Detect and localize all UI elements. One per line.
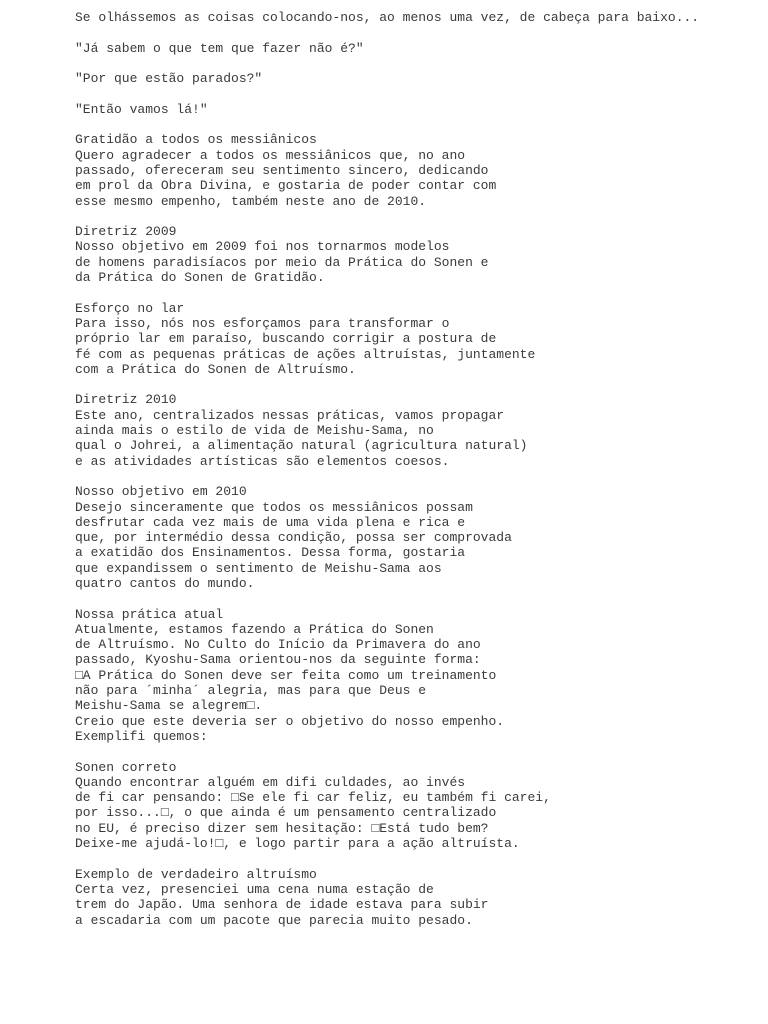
text-line: a exatidão dos Ensinamentos. Dessa forma, gostaria xyxy=(75,545,466,561)
text-line: em prol da Obra Divina, e gostaria de poder contar com xyxy=(75,178,497,194)
text-line: Se olhássemos as coisas colocando-nos, ao menos uma vez, de cabeça para baixo... xyxy=(75,10,700,25)
text-line: que, por intermédio dessa condição, possa ser comprovada xyxy=(75,530,512,546)
text-block xyxy=(75,71,755,86)
text-line: trem do Japão. Uma senhora de idade estava para subir xyxy=(75,897,489,913)
text-line: "Então vamos lá!" xyxy=(75,101,208,117)
text-line: de fi car pensando: □Se ele fi car feliz, eu também fi carei, xyxy=(75,790,551,806)
text-line: com a Prática do Sonen de Altruísmo. xyxy=(75,361,356,377)
text-line: qual o Johrei, a alimentação natural (agricultura natural) xyxy=(75,438,528,454)
text-line: Certa vez, presenciei uma cena numa estação de xyxy=(75,881,434,897)
text-block xyxy=(75,10,755,25)
section-objetivo-2010 xyxy=(75,484,755,591)
text-line: □A Prática do Sonen deve ser feita como um treinamento xyxy=(75,667,497,683)
text-line: passado, ofereceram seu sentimento sincero, dedicando xyxy=(75,162,489,178)
text-line: Desejo sinceramente que todos os messiânicos possam xyxy=(75,499,473,515)
section-heading: Sonen correto xyxy=(75,759,177,775)
text-line: Deixe-me ajudá-lo!□, e logo partir para a ação altruísta. xyxy=(75,836,520,852)
text-line: "Por que estão parados?" xyxy=(75,71,263,87)
section-heading: Esforço no lar xyxy=(75,300,185,316)
section-heading: Nosso objetivo em 2010 xyxy=(75,484,247,500)
section-heading: Exemplo de verdadeiro altruísmo xyxy=(75,866,317,882)
section-pratica-atual xyxy=(75,607,755,745)
text-line: "Já sabem o que tem que fazer não é?" xyxy=(75,40,364,56)
text-line: não para ´minha´ alegria, mas para que Deus e xyxy=(75,683,427,699)
text-line: desfrutar cada vez mais de uma vida plena e rica e xyxy=(75,514,466,530)
text-line: ainda mais o estilo de vida de Meishu-Sama, no xyxy=(75,423,434,439)
text-line: Para isso, nós nos esforçamos para transformar o xyxy=(75,315,450,331)
text-line: no EU, é preciso dizer sem hesitação: □Está tudo bem? xyxy=(75,820,489,836)
text-line: passado, Kyoshu-Sama orientou-nos da seguinte forma: xyxy=(75,652,481,668)
text-line: quatro cantos do mundo. xyxy=(75,575,255,591)
document-page xyxy=(75,10,755,943)
text-line: por isso...□, o que ainda é um pensamento centralizado xyxy=(75,805,497,821)
section-esforco-no-lar xyxy=(75,301,755,377)
section-gratidao xyxy=(75,132,755,208)
text-line: Quero agradecer a todos os messiânicos que, no ano xyxy=(75,147,466,163)
text-block xyxy=(75,41,755,56)
text-line: Exemplifi quemos: xyxy=(75,728,208,744)
section-heading: Diretriz 2009 xyxy=(75,224,177,240)
text-line: Quando encontrar alguém em difi culdades, ao invés xyxy=(75,774,466,790)
text-block xyxy=(75,102,755,117)
text-line: Nosso objetivo em 2009 foi nos tornarmos modelos xyxy=(75,239,450,255)
text-line: a escadaria com um pacote que parecia muito pesado. xyxy=(75,912,473,928)
text-line: e as atividades artísticas são elementos coesos. xyxy=(75,453,450,469)
text-line: que expandissem o sentimento de Meishu-Sama aos xyxy=(75,560,442,576)
text-line: Este ano, centralizados nessas práticas, vamos propagar xyxy=(75,407,505,423)
text-line: da Prática do Sonen de Gratidão. xyxy=(75,270,325,286)
text-line: de Altruísmo. No Culto do Início da Primavera do ano xyxy=(75,637,481,653)
section-heading: Gratidão a todos os messiânicos xyxy=(75,132,317,148)
section-sonen-correto xyxy=(75,760,755,852)
section-heading: Diretriz 2010 xyxy=(75,392,177,408)
text-line: Creio que este deveria ser o objetivo do nosso empenho. xyxy=(75,713,505,729)
section-diretriz-2010 xyxy=(75,392,755,468)
text-line: fé com as pequenas práticas de ações altruístas, juntamente xyxy=(75,346,536,362)
section-diretriz-2009 xyxy=(75,224,755,285)
text-line: esse mesmo empenho, também neste ano de 2010. xyxy=(75,193,427,209)
section-exemplo-altruismo xyxy=(75,867,755,928)
text-line: próprio lar em paraíso, buscando corrigir a postura de xyxy=(75,331,497,347)
section-heading: Nossa prática atual xyxy=(75,606,224,622)
text-line: Atualmente, estamos fazendo a Prática do Sonen xyxy=(75,621,434,637)
text-line: Meishu-Sama se alegrem□. xyxy=(75,698,263,714)
text-line: de homens paradisíacos por meio da Prática do Sonen e xyxy=(75,254,489,270)
